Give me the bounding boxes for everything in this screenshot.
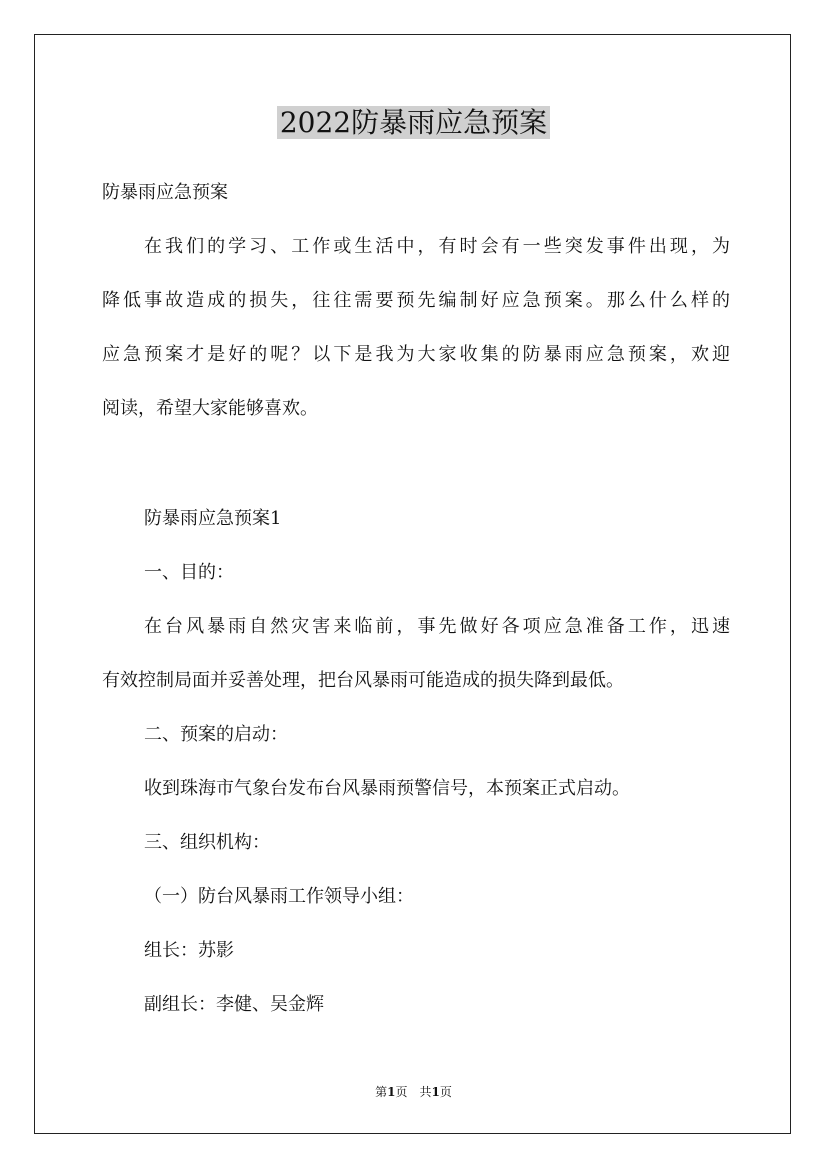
intro-line-3: 应急预案才是好的呢？以下是我为大家收集的防暴雨应急预案，欢迎 [102,344,730,365]
group-title: （一）防台风暴雨工作领导小组： [144,886,414,907]
total-pages: 1 [431,1085,440,1099]
purpose-line-1: 在台风暴雨自然灾害来临前，事先做好各项应急准备工作，迅速 [144,616,730,637]
heading-activation: 二、预案的启动： [144,724,288,745]
document-title: 2022防暴雨应急预案 [0,103,827,143]
purpose-line-2: 有效控制局面并妥善处理，把台风暴雨可能造成的损失降到最低。 [102,670,624,691]
activation-text: 收到珠海市气象台发布台风暴雨预警信号，本预案正式启动。 [144,778,630,799]
page-footer: 第1页 共1页 [375,1085,452,1099]
leader-line: 组长：苏影 [144,940,234,961]
intro-line-4: 阅读，希望大家能够喜欢。 [102,398,318,419]
document-subtitle: 防暴雨应急预案 [102,182,228,203]
page-number: 1 [387,1085,396,1099]
intro-line-1: 在我们的学习、工作或生活中，有时会有一些突发事件出现，为 [144,236,730,257]
heading-purpose: 一、目的： [144,562,234,583]
intro-line-2: 降低事故造成的损失，往往需要预先编制好应急预案。那么什么样的 [102,290,730,311]
deputy-leader-line: 副组长：李健、吴金辉 [144,994,324,1015]
section-title: 防暴雨应急预案1 [144,508,282,529]
heading-organization: 三、组织机构： [144,832,270,853]
